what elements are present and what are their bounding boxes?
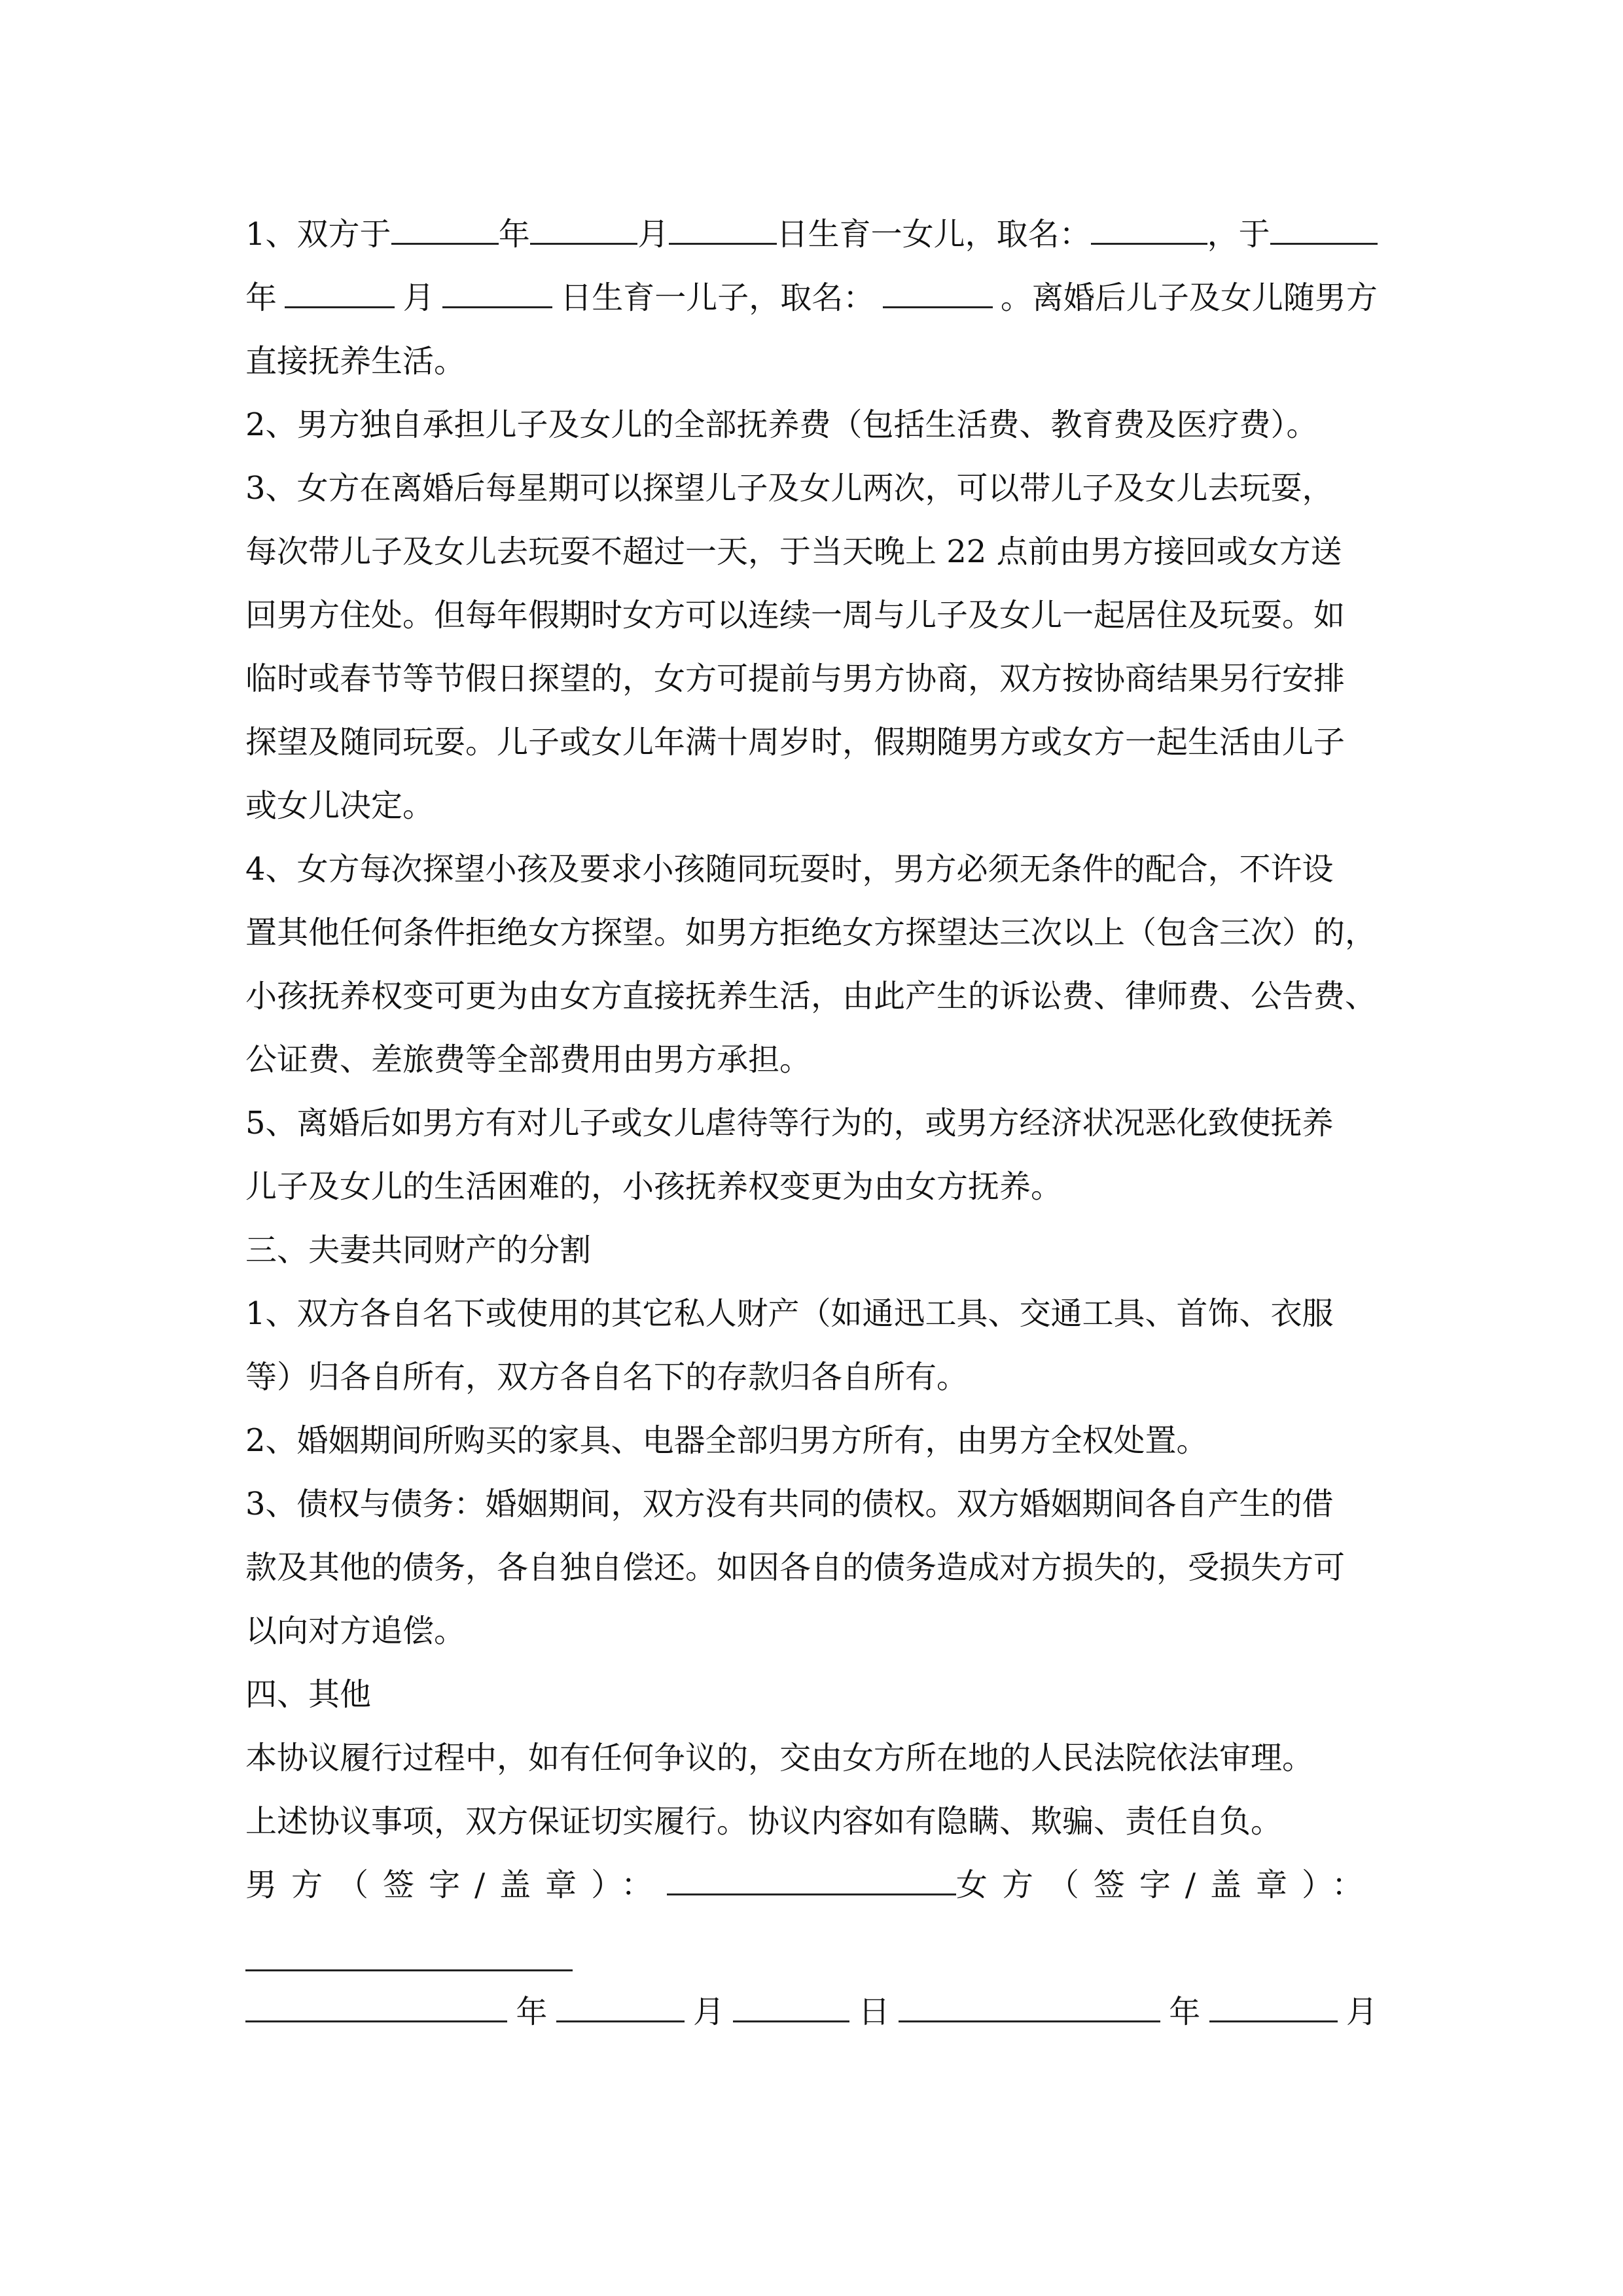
date-year-label: 年 bbox=[516, 1994, 548, 2030]
document-page bbox=[245, 203, 1378, 2044]
date-year-label: 年 bbox=[1169, 1994, 1201, 2030]
date-month-label: 月 bbox=[692, 1994, 724, 2030]
text-segment: 。离婚后儿子及女儿随男方 bbox=[1000, 279, 1378, 316]
paragraph-line: 3、债权与债务：婚姻期间，双方没有共同的债权。双方婚姻期间各自产生的借 bbox=[245, 1486, 1334, 1522]
female-signature-label: 女方（签字/盖章）： bbox=[955, 1867, 1378, 1903]
female-date-year-blank[interactable] bbox=[899, 1994, 1160, 2022]
fill-blank-year[interactable] bbox=[391, 217, 499, 245]
paragraph-line: 上述协议事项，双方保证切实履行。协议内容如有隐瞒、欺骗、责任自负。 bbox=[245, 1803, 1283, 1840]
paragraph-line: 2、男方独自承担儿子及女儿的全部抚养费（包括生活费、教育费及医疗费）。 bbox=[245, 406, 1318, 443]
text-segment: 日生育一女儿，取名： bbox=[776, 216, 1091, 253]
text-segment: 月 bbox=[402, 279, 435, 316]
paragraph-line: 每次带儿子及女儿去玩耍不超过一天，于当天晚上 22 点前由男方接回或女方送 bbox=[245, 533, 1342, 570]
paragraph-line: 公证费、差旅费等全部费用由男方承担。 bbox=[245, 1041, 812, 1078]
paragraph-line: 小孩抚养权变可更为由女方直接抚养生活，由此产生的诉讼费、律师费、公告费、 bbox=[245, 978, 1377, 1014]
fill-blank-month[interactable] bbox=[530, 217, 637, 245]
fill-blank-year[interactable] bbox=[1270, 217, 1378, 245]
male-date-year-blank[interactable] bbox=[245, 1994, 507, 2022]
paragraph-line: 置其他任何条件拒绝女方探望。如男方拒绝女方探望达三次以上（包含三次）的， bbox=[245, 914, 1377, 951]
date-day-label: 日 bbox=[858, 1994, 890, 2030]
paragraph-line-1 bbox=[245, 203, 1378, 266]
fill-blank-day[interactable] bbox=[442, 280, 552, 308]
section-heading: 三、夫妻共同财产的分割 bbox=[245, 1232, 592, 1268]
paragraph-line: 3、女方在离婚后每星期可以探望儿子及女儿两次，可以带儿子及女儿去玩耍， bbox=[245, 470, 1334, 507]
male-date-day-blank[interactable] bbox=[733, 1994, 849, 2022]
paragraph-line: 回男方住处。但每年假期时女方可以连续一周与儿子及女儿一起居住及玩耍。如 bbox=[245, 597, 1346, 634]
date-row bbox=[245, 1981, 1378, 2044]
paragraph-line: 款及其他的债务，各自独自偿还。如因各自的债务造成对方损失的，受损失方可 bbox=[245, 1549, 1346, 1586]
male-signature-blank[interactable] bbox=[667, 1867, 956, 1895]
text-segment: 1、双方于 bbox=[245, 216, 391, 253]
text-segment: 月 bbox=[637, 216, 669, 253]
female-date-month-blank[interactable] bbox=[1209, 1994, 1338, 2022]
male-signature-label: 男方（签字/盖章）： bbox=[245, 1867, 668, 1903]
paragraph-line: 5、离婚后如男方有对儿子或女儿虐待等行为的，或男方经济状况恶化致使抚养 bbox=[245, 1105, 1334, 1141]
female-signature-blank[interactable] bbox=[245, 1943, 573, 1971]
paragraph-line-2 bbox=[245, 266, 1378, 330]
paragraph-line: 或女儿决定。 bbox=[245, 787, 435, 824]
text-segment: 年 bbox=[498, 216, 530, 253]
male-date-month-blank[interactable] bbox=[556, 1994, 685, 2022]
paragraph-line: 2、婚姻期间所购买的家具、电器全部归男方所有，由男方全权处置。 bbox=[245, 1422, 1208, 1459]
text-segment: 日生育一儿子，取名： bbox=[560, 279, 875, 316]
fill-blank-daughter-name[interactable] bbox=[1091, 217, 1207, 245]
paragraph-line: 临时或春节等节假日探望的，女方可提前与男方协商，双方按协商结果另行安排 bbox=[245, 660, 1346, 697]
paragraph-line: 直接抚养生活。 bbox=[245, 343, 466, 380]
paragraph-line: 以向对方追偿。 bbox=[245, 1613, 466, 1649]
date-month-label: 月 bbox=[1346, 1994, 1378, 2030]
paragraph-line: 等）归各自所有，双方各自名下的存款归各自所有。 bbox=[245, 1359, 969, 1395]
paragraph-line: 儿子及女儿的生活困难的，小孩抚养权变更为由女方抚养。 bbox=[245, 1168, 1063, 1205]
text-segment: 年 bbox=[245, 279, 277, 316]
fill-blank-month[interactable] bbox=[285, 280, 395, 308]
fill-blank-day[interactable] bbox=[669, 217, 776, 245]
text-segment: ，于 bbox=[1207, 216, 1270, 253]
female-signature-line bbox=[245, 1917, 1378, 1981]
section-heading: 四、其他 bbox=[245, 1676, 372, 1713]
paragraph-line: 4、女方每次探望小孩及要求小孩随同玩耍时，男方必须无条件的配合，不许设 bbox=[245, 851, 1334, 888]
signature-row bbox=[245, 1854, 1378, 1917]
paragraph-line: 本协议履行过程中，如有任何争议的，交由女方所在地的人民法院依法审理。 bbox=[245, 1740, 1314, 1776]
paragraph-line: 1、双方各自名下或使用的其它私人财产（如通迅工具、交通工具、首饰、衣服 bbox=[245, 1295, 1334, 1332]
fill-blank-son-name[interactable] bbox=[883, 280, 993, 308]
paragraph-line: 探望及随同玩耍。儿子或女儿年满十周岁时，假期随男方或女方一起生活由儿子 bbox=[245, 724, 1346, 761]
